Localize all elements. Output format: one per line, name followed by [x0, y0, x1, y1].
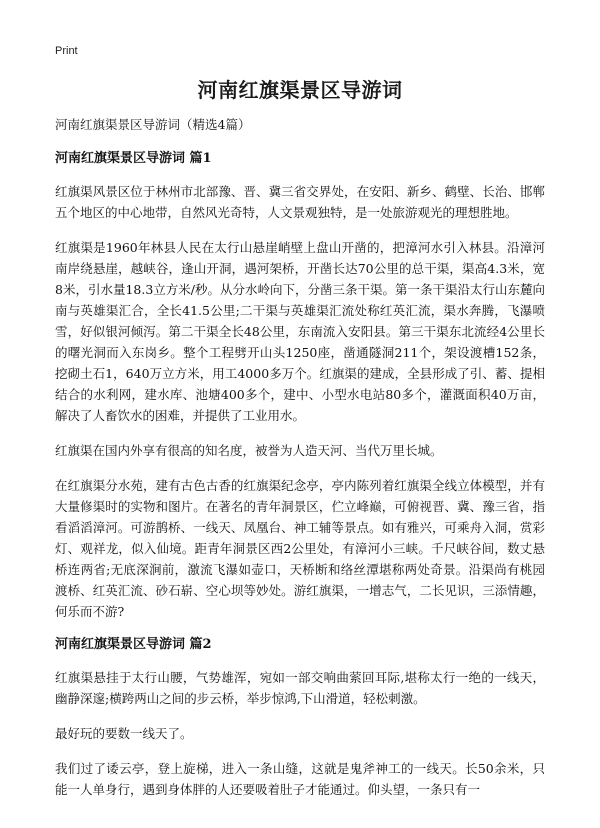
paragraph: 红旗渠悬挂于太行山腰，气势雄浑，宛如一部交响曲萦回耳际,堪称太行一绝的一线天，幽静深邃;横跨两山之间的步云桥，举步惊鸿,下山滑道，轻松刺激。 [55, 670, 545, 706]
paragraph: 我们过了诿云亭，登上旋梯，进入一条山缝，这就是鬼斧神工的一线天。长50余米，只能一人单身行，遇到身体胖的人还要吸着肚子才能通过。仰头望，一条只有一 [55, 761, 545, 797]
paragraph: 红旗渠风景区位于林州市北部豫、晋、冀三省交界处，在安阳、新乡、鹤壁、长治、邯郸五个地区的中心地带，自然风光奇特，人文景观独特，是一处旅游观光的理想胜地。 [55, 184, 545, 220]
section-1 [55, 150, 545, 622]
section-2 [55, 636, 545, 800]
article-subtitle: 河南红旗渠景区导游词（精选4篇） [55, 117, 251, 132]
page-title: 河南红旗渠景区导游词 [197, 78, 403, 102]
print-link[interactable]: Print [55, 45, 78, 57]
article-body [55, 116, 545, 814]
paragraph: 最好玩的要数一线天了。 [55, 726, 193, 741]
paragraph: 红旗渠在国内外享有很高的知名度，被誉为人造天河、当代万里长城。 [55, 443, 443, 458]
paragraph: 红旗渠是1960年林县人民在太行山悬崖峭壁上盘山开凿的，把漳河水引入林县。沿漳河南岸绕悬崖，越峡谷，逢山开洞，遇河架桥，开凿长达70公里的总干渠，渠高4.3米，宽8米，引水量18.3立方米/秒。从分水岭向下，分凿三条干渠。第一条干渠沿太行山东麓向南与英雄渠汇合，全长41.5公里;二干渠与英雄渠汇流处称红英汇流，渠水奔腾，飞瀑喷雪，好似银河倾泻。第二干渠全长48公里，东南流入安阳县。第三干渠东北流经4公里长的曙光洞而入东岗乡。整个工程劈开山头1250座，凿通隧洞211个，架设渡槽152条，挖砌土石1，640万立方米，用工4000多万个。红旗渠的建成，全县形成了引、蓄、提相结合的水利网，建水库、池塘400多个，建中、小型水电站80多个，灌溉面积40万亩，解决了人畜饮水的困难，并提供了工业用水。 [55, 240, 545, 423]
section-heading: 河南红旗渠景区导游词 篇1 [55, 151, 212, 166]
paragraph: 在红旗渠分水苑，建有古色古香的红旗渠纪念亭，亭内陈列着红旗渠全线立体模型，并有大量修渠时的实物和图片。在著名的青年洞景区，伫立峰巅，可俯视晋、冀、豫三省，指看滔滔漳河。可游鹊桥、一线天、凤凰台、神工辅等景点。如有雅兴，可乘舟入洞，赏彩灯、观祥龙，似入仙境。距青年洞景区西2公里处，有漳河小三峡。千尺峡谷间，数丈悬桥连两省;无底深涧前，激流飞瀑如壶口，天桥断和络丝潭堪称两处奇景。沿渠尚有桃园渡桥、红英汇流、砂石崭、空心坝等妙处。游红旗渠，一增志气，二长见识，三添情趣，何乐而不游? [55, 478, 545, 619]
section-heading: 河南红旗渠景区导游词 篇2 [55, 637, 212, 652]
